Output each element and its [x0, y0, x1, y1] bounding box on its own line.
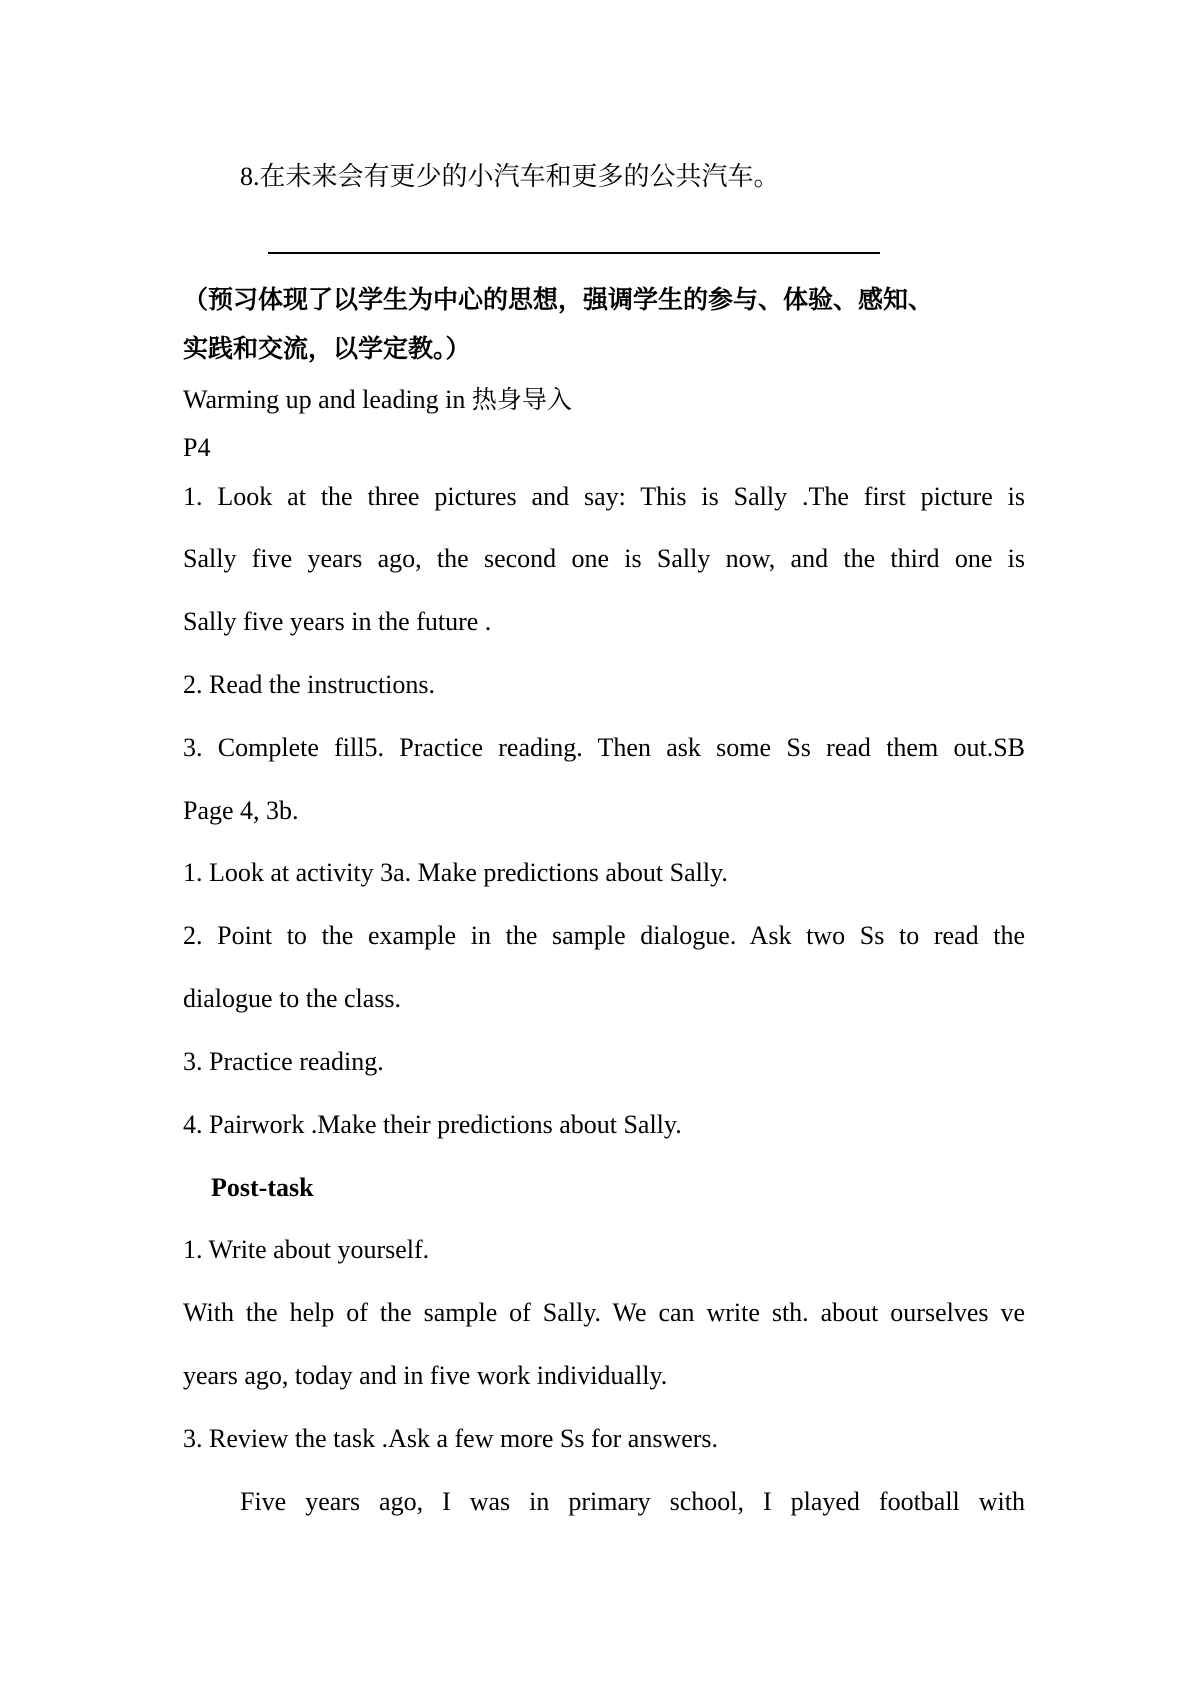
commentary-line-1: （预习体现了以学生为中心的思想，强调学生的参与、体验、感知、	[183, 285, 934, 314]
page-reference: P4	[183, 433, 211, 462]
post-task-heading: Post-task	[211, 1173, 314, 1202]
activity-3b-step-4: 4. Pairwork .Make their predictions about Sally.	[183, 1110, 682, 1139]
activity-3b-step-1: 1. Look at activity 3a. Make predictions about Sally.	[183, 858, 728, 887]
sample-paragraph-line: Five years ago, I was in primary school, I played football with	[240, 1487, 1025, 1516]
section-heading	[183, 384, 1025, 416]
section-title-en: Warming up and leading in	[183, 385, 466, 414]
answer-blank-line	[268, 252, 880, 254]
section-title-cn: 热身导入	[471, 385, 572, 414]
warmup-step-1-line-2: Sally five years ago, the second one is Sally now, and the third one is	[183, 544, 1025, 573]
activity-3b-step-3: 3. Practice reading.	[183, 1047, 384, 1076]
commentary-line-2: 实践和交流，以学定教。）	[183, 334, 471, 363]
warmup-step-3-line-1: 3. Complete fill5. Practice reading. Then ask some Ss read them out.SB	[183, 733, 1025, 762]
warmup-step-1-line-1: 1. Look at the three pictures and say: This is Sally .The first picture is	[183, 482, 1025, 511]
warmup-step-2: 2. Read the instructions.	[183, 670, 436, 699]
post-task-help-line-2: years ago, today and in five work individually.	[183, 1361, 668, 1390]
warmup-step-1-line-3: Sally five years in the future .	[183, 607, 492, 636]
post-task-step-1: 1. Write about yourself.	[183, 1235, 430, 1264]
post-task-step-3: 3. Review the task .Ask a few more Ss for answers.	[183, 1424, 719, 1453]
activity-3b-step-2-line-1: 2. Point to the example in the sample dialogue. Ask two Ss to read the	[183, 921, 1025, 950]
activity-3b-step-2-line-2: dialogue to the class.	[183, 984, 402, 1013]
translation-item-8: 8.在未来会有更少的小汽车和更多的公共汽车。	[240, 162, 780, 191]
post-task-help-line-1: With the help of the sample of Sally. We can write sth. about ourselves ve	[183, 1298, 1025, 1327]
warmup-step-3-line-2: Page 4, 3b.	[183, 796, 299, 825]
